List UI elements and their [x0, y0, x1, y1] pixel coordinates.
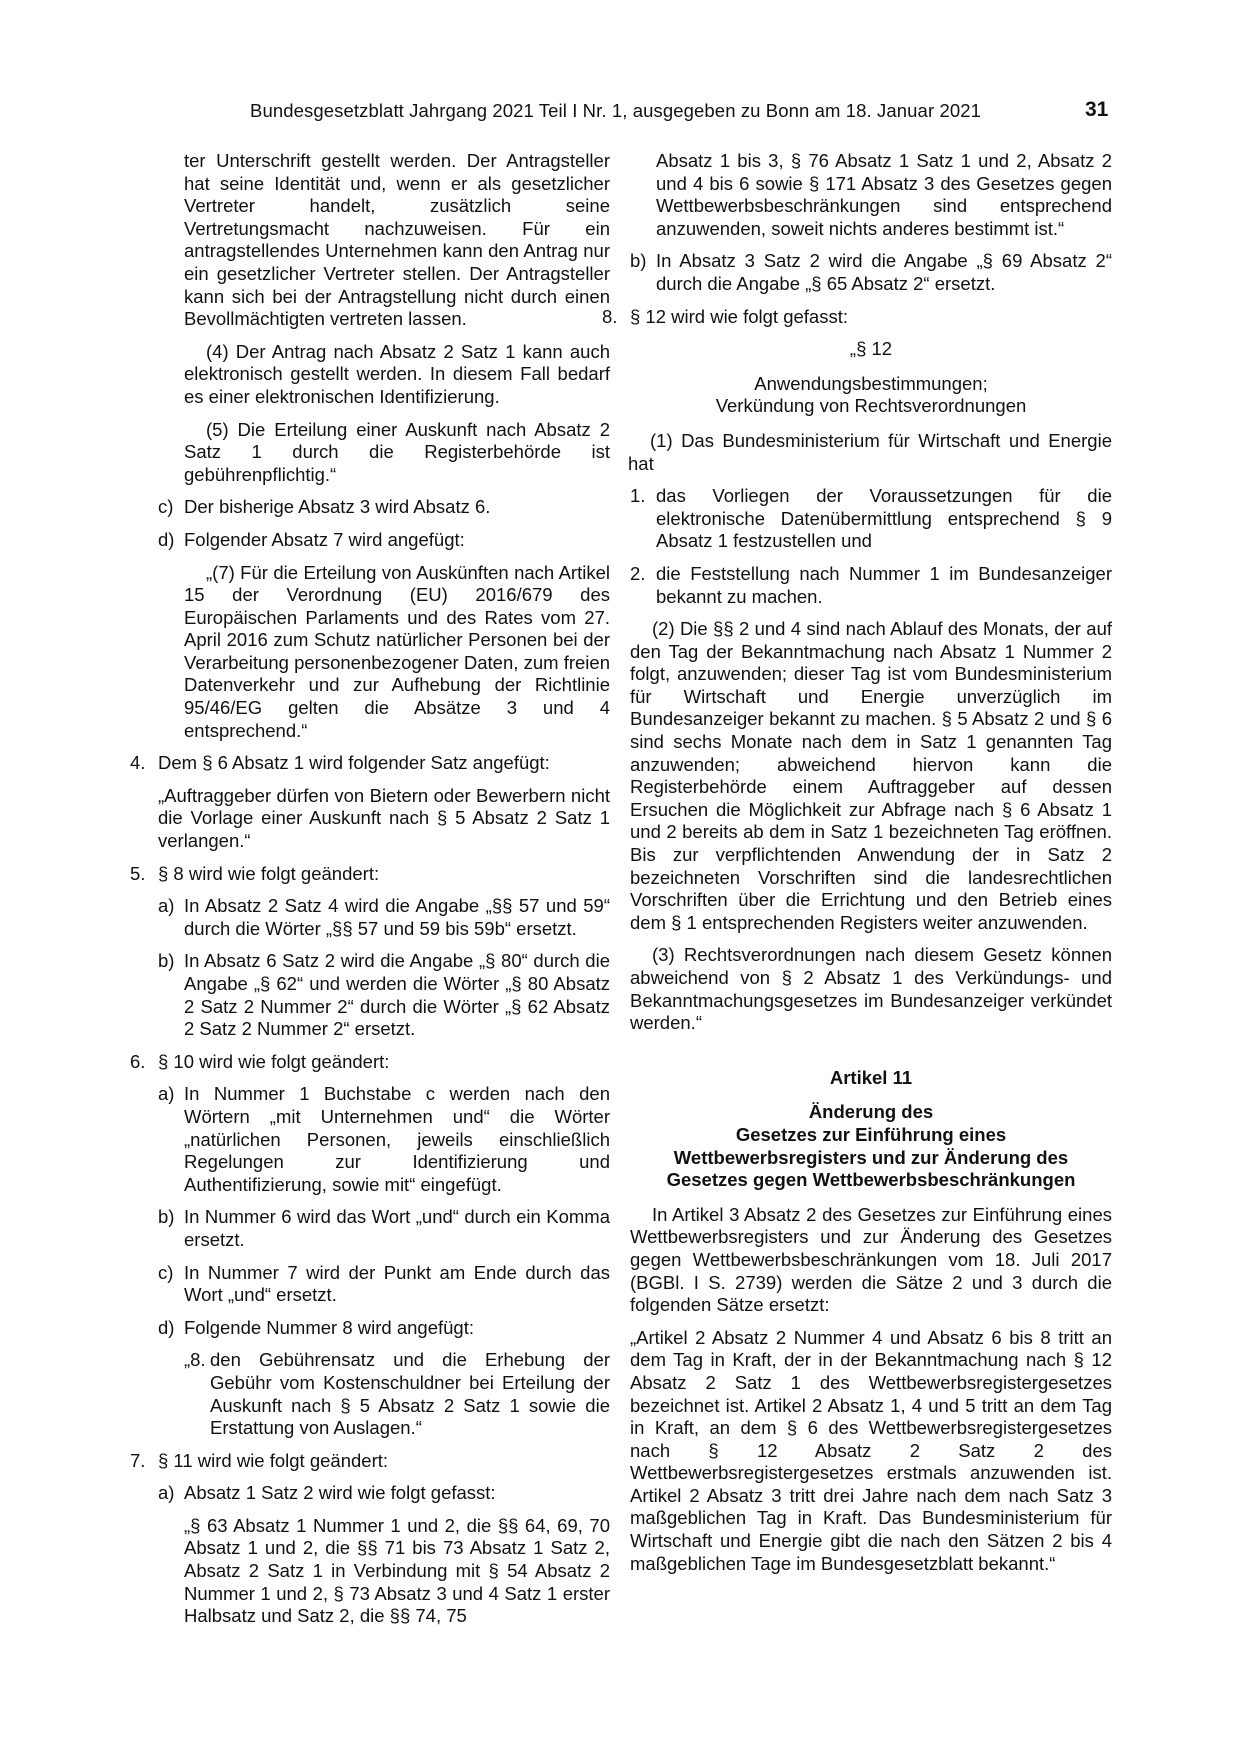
item-text: In Nummer 1 Buchstabe c werden nach den Wörtern „mit Unternehmen und“ die Wörter „natürlichen Personen, jeweils einschließlich Regelungen zur Identifizierung und Authentifizierung, sowie mit“ eingefügt. [184, 1083, 610, 1195]
item-text: In Nummer 6 wird das Wort „und“ durch ein Komma ersetzt. [184, 1206, 610, 1250]
article-11-heading [630, 1101, 1112, 1191]
section-12-heading-line-1: Anwendungsbestimmungen; [754, 372, 988, 394]
item-label: 7. [130, 1449, 146, 1471]
section-12-absatz-1: (1) Das Bundesministerium für Wirtschaft und Energie hat [628, 429, 1112, 474]
list-item-7 [130, 1450, 610, 1473]
section-12-absatz-3: (3) Rechtsverordnungen nach diesem Gesetz können abweichend von § 2 Absatz 1 des Verkündungs- und Bekanntmachungsgesetzes im Bundesanzeiger verkündet werden.“ [630, 944, 1112, 1034]
item-label: b) [630, 250, 647, 272]
list-item-6 [130, 1051, 610, 1074]
list-item-7a [130, 1482, 610, 1505]
item-label: c) [158, 1261, 174, 1283]
article-11-heading-line-2: Gesetzes zur Einführung eines [735, 1123, 1007, 1145]
section-12-nummer-2 [630, 563, 1112, 608]
section-12-nummer-1 [630, 485, 1112, 553]
item-label: 5. [130, 862, 146, 884]
item-text: § 10 wird wie folgt geändert: [158, 1050, 390, 1072]
quote-item-4: „Auftraggeber dürfen von Bietern oder Bewerbern nicht die Vorlage einer Auskunft nach § 5 Absatz 2 Satz 1 verlangen.“ [158, 784, 610, 852]
item-label: a) [158, 1083, 175, 1105]
item-label: „8. [184, 1349, 206, 1371]
item-text: § 11 wird wie folgt geändert: [158, 1449, 389, 1471]
list-item-6d [130, 1317, 610, 1340]
article-11-quote: „Artikel 2 Absatz 2 Nummer 4 und Absatz 6 bis 8 tritt an dem Tag in Kraft, der in der Bekanntmachung nach § 12 Absatz 2 Satz 1 des Wettbewerbsregistergesetzes bezeichnet ist. Artikel 2 Absatz 1, 4 und 5 tritt an dem Tag in Kraft, an dem § 6 des Wettbewerbsregistergesetzes nach § 12 Absatz 2 Satz 2 des Wettbewerbsregistergesetzes erstmals anzuwenden ist. Artikel 2 Absatz 3 tritt drei Jahre nach dem nach Satz 3 maßgeblichen Tag in Kraft. Das Bundesministerium für Wirtschaft und Energie gibt die nach den Sätzen 2 bis 4 maßgeblichen Tage im Bundesgesetzblatt bekannt.“ [630, 1326, 1112, 1574]
paragraph-absatz-4: (4) Der Antrag nach Absatz 2 Satz 1 kann auch elektronisch gestellt werden. In diesem Fall bedarf es einer elektronischen Identifizierung. [184, 340, 610, 407]
item-text: Dem § 6 Absatz 1 wird folgender Satz angefügt: [158, 752, 550, 774]
item-text: Folgender Absatz 7 wird angefügt: [184, 528, 465, 550]
item-text: In Absatz 3 Satz 2 wird die Angabe „§ 69 Absatz 2“ durch die Angabe „§ 65 Absatz 2“ ersetzt. [656, 250, 1112, 294]
list-item-7b [630, 250, 1112, 295]
list-item-5 [130, 863, 610, 886]
article-11-paragraph: In Artikel 3 Absatz 2 des Gesetzes zur Einführung eines Wettbewerbsregisters und zur Änderung des Gesetzes gegen Wettbewerbsbeschränkungen vom 18. Juli 2017 (BGBl. I S. 2739) werden die Sätze 2 und 3 durch die folgenden Sätze ersetzt: [630, 1203, 1112, 1316]
section-12-heading-line-2: Verkündung von Rechtsverordnungen [715, 395, 1027, 417]
item-label: 1. [630, 485, 646, 507]
item-text: In Absatz 6 Satz 2 wird die Angabe „§ 80“ durch die Angabe „§ 62“ und werden die Wörter „§ 80 Absatz 2 Satz 2 Nummer 2“ durch die Wörter „§ 62 Absatz 2 Satz 2 Nummer 2“ ersetzt. [184, 950, 610, 1040]
list-item-6c [130, 1262, 610, 1307]
paragraph-continuation: ter Unterschrift gestellt werden. Der Antragsteller hat seine Identität und, wenn er als gesetzlicher Vertreter handelt, zusätzlich seine Vertretungsmacht nachzuweisen. Für ein antragstellendes Unternehmen kann den Antrag nur ein gesetzlicher Vertreter stellen. Der Antragsteller kann sich bei der Antragstellung nicht durch einen Bevollmächtigten vertreten lassen. [184, 150, 610, 330]
right-column [602, 150, 1112, 1585]
left-column [130, 150, 610, 1638]
list-item-c [130, 496, 610, 519]
list-item-6b [130, 1206, 610, 1251]
item-text: die Feststellung nach Nummer 1 im Bundesanzeiger bekannt zu machen. [656, 562, 1112, 607]
list-item-6a [130, 1083, 610, 1196]
list-item-4 [130, 752, 610, 775]
item-text: Absatz 1 Satz 2 wird wie folgt gefasst: [184, 1482, 496, 1504]
item-label: b) [158, 950, 175, 972]
item-label: 6. [130, 1050, 146, 1072]
item-label: a) [158, 1482, 175, 1504]
section-12-absatz-2: (2) Die §§ 2 und 4 sind nach Ablauf des Monats, der auf den Tag der Bekanntmachung nach Absatz 1 Nummer 2 folgt, anzuwenden; dieser Tag ist vom Bundesministerium für Wirtschaft und Energie unverzüglich im Bundesanzeiger bekannt zu machen. § 5 Absatz 2 und § 6 sind sechs Monate nach dem in Satz 1 genannten Tag anzuwenden; abweichend hiervon kann die Registerbehörde einem Auftraggeber auf dessen Ersuchen die Möglichkeit zur Abfrage nach § 6 Absatz 1 und 2 bereits ab dem in Satz 1 bezeichneten Tag eröffnen. Bis zur verpflichtenden Anwendung der in Satz 2 bezeichneten Vorschriften sind die landesrechtlichen Vorschriften über die Errichtung und den Betrieb eines dem § 1 entsprechenden Registers weiter anzuwenden. [630, 618, 1112, 933]
item-text: § 12 wird wie folgt gefasst: [630, 305, 848, 327]
article-11-heading-line-4: Gesetzes gegen Wettbewerbsbeschränkungen [666, 1169, 1076, 1191]
paragraph-absatz-5: (5) Die Erteilung einer Auskunft nach Absatz 2 Satz 1 durch die Registerbehörde ist gebührenpflichtig.“ [184, 418, 610, 485]
article-11-title: Artikel 11 [829, 1066, 913, 1088]
item-label: 8. [602, 305, 618, 327]
list-item-5b [130, 950, 610, 1040]
item-label: d) [158, 528, 175, 550]
list-item-d [130, 529, 610, 552]
item-label: a) [158, 895, 175, 917]
item-text: In Absatz 2 Satz 4 wird die Angabe „§§ 57 und 59“ durch die Wörter „§§ 57 und 59 bis 59b“ ersetzt. [184, 895, 610, 939]
section-12-title: „§ 12 [849, 338, 893, 360]
item-text: Der bisherige Absatz 3 wird Absatz 6. [184, 496, 491, 518]
item-label: b) [158, 1206, 175, 1228]
quote-nummer-8 [130, 1349, 610, 1439]
quote-absatz-1-satz-2: „§ 63 Absatz 1 Nummer 1 und 2, die §§ 64, 69, 70 Absatz 1 und 2, die §§ 71 bis 73 Absatz 1 Satz 2, Absatz 2 Satz 1 in Verbindung mit § 54 Absatz 2 Nummer 1 und 2, § 73 Absatz 3 und 4 Satz 1 erster Halbsatz und Satz 2, die §§ 74, 75 [184, 1514, 610, 1627]
running-head: Bundesgesetzblatt Jahrgang 2021 Teil I Nr. 1, ausgegeben zu Bonn am 18. Januar 2021 [250, 100, 982, 121]
page-number: 31 [1085, 98, 1109, 121]
item-text: Folgende Nummer 8 wird angefügt: [184, 1316, 474, 1338]
item-text: den Gebührensatz und die Erhebung der Gebühr vom Kostenschuldner bei Erteilung der Auskunft nach § 5 Absatz 2 Satz 1 sowie die Erstattung von Auslagen.“ [210, 1349, 610, 1439]
article-11-heading-line-1: Änderung des [808, 1101, 934, 1123]
section-12-heading [630, 373, 1112, 418]
item-text: In Nummer 7 wird der Punkt am Ende durch das Wort „und“ ersetzt. [184, 1261, 610, 1306]
item-text: das Vorliegen der Voraussetzungen für die elektronische Datenübermittlung entsprechend § 9 Absatz 1 festzustellen und [656, 485, 1112, 552]
list-item-8 [602, 306, 1112, 329]
list-item-5a [130, 895, 610, 940]
quote-absatz-7: „(7) Für die Erteilung von Auskünften nach Artikel 15 der Verordnung (EU) 2016/679 des Europäischen Parlaments und des Rates vom 27. April 2016 zum Schutz natürlicher Personen bei der Verarbeitung personenbezogener Daten, zum freien Datenverkehr und zur Aufhebung der Richtlinie 95/46/EG gelten die Absätze 3 und 4 entsprechend.“ [184, 561, 610, 741]
quote-continuation: Absatz 1 bis 3, § 76 Absatz 1 Satz 1 und 2, Absatz 2 und 4 bis 6 sowie § 171 Absatz 3 des Gesetzes gegen Wettbewerbsbeschränkungen sind entsprechend anzuwenden, soweit nichts anderes bestimmt ist.“ [656, 150, 1112, 239]
article-11-heading-line-3: Wettbewerbsregisters und zur Änderung des [673, 1146, 1069, 1168]
item-label: 4. [130, 752, 146, 774]
item-label: c) [158, 496, 174, 518]
item-text: § 8 wird wie folgt geändert: [158, 862, 380, 884]
item-label: d) [158, 1316, 175, 1338]
item-label: 2. [630, 562, 646, 584]
